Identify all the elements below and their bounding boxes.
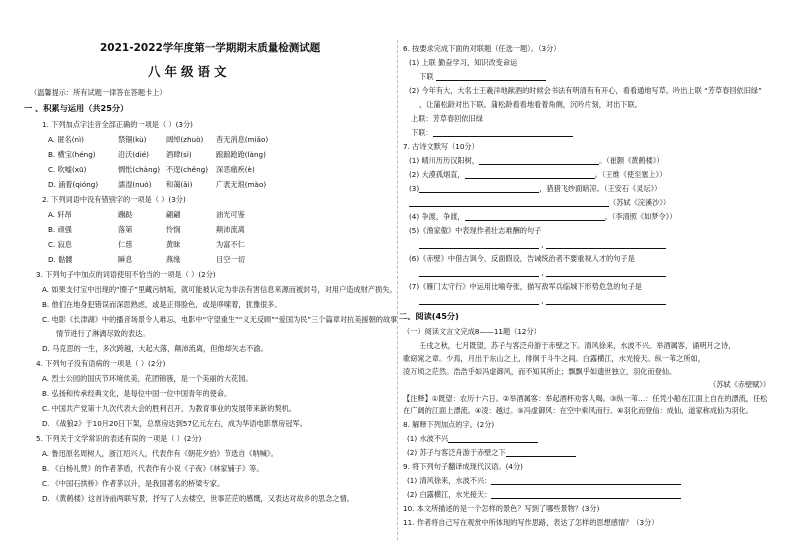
q2-b-3: 怜悯 xyxy=(166,225,181,234)
q7-l6-answer: , xyxy=(419,268,666,277)
q7-l7-answer: , xyxy=(419,296,666,305)
q7-l3: (3) ，猎猎飞纱面暗凉。（王安石《灵坛》） xyxy=(409,184,662,193)
q1-a-4: 杳无消息(miǎo) xyxy=(216,135,269,144)
q1-c-4: 深恶痛疾(è) xyxy=(216,165,255,174)
q8-item-2-blank[interactable] xyxy=(506,449,576,457)
q4-d: D. 《战狼2》于10月20日下架，总票房达到57亿元左右，成为华语电影票房冠军。 xyxy=(42,419,307,428)
q7-l3-blank-2[interactable] xyxy=(409,199,609,207)
q7-l2: (2) 大漠孤烟直， 。（王维《使至塞上》） xyxy=(409,170,667,179)
notes-line-2: 在广阔的江面上漂流。④凌：越过。⑤冯虚御风：在空中乘风而行。⑥羽化而登仙：成仙，道家称成仙为羽化。 xyxy=(403,406,753,415)
q3-stem: 3. 下列句子中加点的词语使用不恰当的一项是（ ）(2分) xyxy=(36,270,216,279)
q9-item-2-blank[interactable] xyxy=(491,491,681,499)
passage-line-2: 歌窈窕之章。少焉，月出于东山之上，徘徊于斗牛之间。白露横江，水光接天。纵一苇之所如， xyxy=(403,354,705,363)
q3-b: B. 他们在地身犯错误而深思熟虑，或是正得脸色，或是哆嗦着，犹豫很多。 xyxy=(42,300,282,309)
q6-p1-upper: (1) 上联 勤奋学习，知识改变命运 xyxy=(409,58,518,67)
q7-l5-blank-1[interactable] xyxy=(419,241,539,249)
q2-d-1: D. 骷髅 xyxy=(48,255,73,264)
q7-l6: (6)《赤壁》中借古讽今，反面假设，告诫统治者不要重视人才的句子是 xyxy=(409,254,635,263)
q3-a: A. 如果支付宝中出现的“圈子”里藏污纳垢，就可能被认定为非法有害信息来源而被封号，对用户造成财产损失。 xyxy=(42,285,397,294)
q1-a-2: 禁锢(kù) xyxy=(118,135,147,144)
notes-line-1: 【注释】①既望：农历十六日。②举酒属客：举起酒杯劝客人喝。③纵一苇…：任凭小船在江面上自在的漂流，任松 xyxy=(403,394,768,403)
q2-a-1: A. 轩昂 xyxy=(48,210,72,219)
passage-source: （苏轼《赤壁赋》） xyxy=(709,380,771,389)
q7-l5-blank-2[interactable] xyxy=(546,241,666,249)
q1-c-3: 不逞(chěng) xyxy=(166,165,209,174)
q5-d: D. 《黄鹤楼》这首诗前两联写景，抒写了人去楼空，世事茫茫的感慨，又表达对故乡的思念之情。 xyxy=(42,494,354,503)
q1-b-4: 踉踉跄跄(làng) xyxy=(216,150,266,159)
q6-p2-answer-blank[interactable] xyxy=(433,129,573,137)
q8-group-stem: （一）阅读文言文完成8——11题（12分） xyxy=(403,327,541,336)
q1-a-3: 阔绰(zhuò) xyxy=(166,135,204,144)
q7-l7-blank-1[interactable] xyxy=(419,297,539,305)
q2-d-3: 燕缘 xyxy=(166,255,181,264)
q4-c: C. 中国共产党第十九次代表大会的胜利召开，为教育事业的发展带来新的契机。 xyxy=(42,404,296,413)
q1-d-4: 广袤无垠(mào) xyxy=(216,180,267,189)
q1-stem: 1. 下列加点字注音全部正确的一项是（ ）(3分) xyxy=(42,120,193,129)
q2-b-2: 落第 xyxy=(118,225,133,234)
q2-stem: 2. 下列词语中没有错别字的一项是（ ）(3分) xyxy=(42,195,186,204)
q6-stem: 6. 按要求完成下面的对联题（任选一题）。（3分） xyxy=(403,44,561,53)
q2-a-4: 油光可鉴 xyxy=(216,210,245,219)
q7-l6-blank-1[interactable] xyxy=(419,269,539,277)
q2-c-3: 黄昧 xyxy=(166,240,181,249)
section-1-heading: 一 、积累与运用（共25分） xyxy=(24,103,129,113)
exam-subject: 八年级语文 xyxy=(148,64,231,79)
q4-stem: 4. 下列句子没有语病的一项是（ ）(2分) xyxy=(36,359,166,368)
q3-c: C. 电影《长津湖》中的播音场景令人难忘，电影中“守望重生”“义无反顾”“爱国为民”三个篇章对抗美援朝的故事 xyxy=(42,315,398,324)
q4-a: A. 烈士公园的国庆节环境优美，花团锦簇，是一个美丽的大花园。 xyxy=(42,374,253,383)
q5-stem: 5. 下列关于文学常识的表述有误的一项是（ ）(2分) xyxy=(36,434,202,443)
q8-stem: 8. 解释下列加点的字。(2分) xyxy=(403,420,495,429)
q3-d: D. 马克思的一生，多次跨越，大起大落，颠沛流离，但他却矢志不渝。 xyxy=(42,344,268,353)
q7-l3-cont: （苏轼《浣溪沙》） xyxy=(409,198,670,207)
q5-b: B. 《白杨礼赞》的作者茅盾，代表作有小说《子夜》《林家铺子》等。 xyxy=(42,464,264,473)
q7-l2-blank[interactable] xyxy=(465,171,595,179)
exam-title: 2021-2022学年度第一学期期末质量检测试题 xyxy=(100,42,321,54)
q7-l7-blank-2[interactable] xyxy=(546,297,666,305)
q9-stem: 9. 将下列句子翻译成现代汉语。(4分) xyxy=(403,462,523,471)
q7-l1: (1) 晴川历历汉阳树， 。（崔颢《黄鹤楼》） xyxy=(409,156,664,165)
q7-stem: 7. 古诗文默写（10分） xyxy=(403,142,479,151)
q2-b-1: B. 顽强 xyxy=(48,225,72,234)
q1-b-2: 沿沃(dié) xyxy=(118,150,149,159)
q9-item-2: (2) 白露横江，水光接天： xyxy=(407,490,681,499)
q7-l7: (7)《雁门太守行》中运用比喻夸张，描写敌军兵临城下形势危急的句子是 xyxy=(409,282,642,291)
q7-l1-blank[interactable] xyxy=(479,157,599,165)
column-divider xyxy=(397,40,398,540)
passage-line-3: 凌万顷之茫然。浩浩乎如冯虚御风，而不知其所止；飘飘乎如遗世独立，羽化而登仙。 xyxy=(403,367,677,376)
q1-d-1: D. 涌着(qióng) xyxy=(48,180,99,189)
q7-l5-answer: , xyxy=(419,240,666,249)
tip-text: （温馨提示：所有试题一律答在答题卡上） xyxy=(30,88,167,97)
q7-l4: (4) 争渡，争渡， 。（李清照《如梦令》） xyxy=(409,212,677,221)
q7-l5: (5)《渔家傲》中表现作者壮志难酬的句子 xyxy=(409,226,542,235)
q6-p2-line1: (2) 今年有大，大名士王羲洋地献酒的时候会书法有明清有有开心，看看通地写草。吟出上联 “芳草春回依旧绿” xyxy=(409,86,762,95)
q8-item-1: (1) 水波不兴 xyxy=(407,434,538,443)
q2-b-4: 颠沛流离 xyxy=(216,225,245,234)
q2-a-3: 翩翩 xyxy=(166,210,181,219)
q8-item-1-blank[interactable] xyxy=(448,435,538,443)
q5-c: C. 《中国石拱桥》作者茅以升，是我国著名的桥梁专家。 xyxy=(42,479,225,488)
q1-c-1: C. 吹嘘(xū) xyxy=(48,165,87,174)
q2-c-4: 为富不仁 xyxy=(216,240,245,249)
q7-l4-blank[interactable] xyxy=(465,213,605,221)
q6-p2-lower: 下联： xyxy=(411,128,573,137)
q6-p2-upper: 上联：芳草春回依旧绿 xyxy=(411,114,483,123)
q3-c-cont: 情节进行了淋漓尽致的表达。 xyxy=(56,329,150,338)
section-2-heading: 二、阅读(45分) xyxy=(399,311,459,321)
q6-p1-answer-blank[interactable] xyxy=(436,73,546,81)
q5-a: A. 鲁迅原名周树人，浙江绍兴人，代表作有《朝花夕拾》节选自《呐喊》。 xyxy=(42,449,278,458)
q1-a-1: A. 匿名(nì) xyxy=(48,135,84,144)
q7-l3-blank[interactable] xyxy=(419,185,539,193)
q4-b: B. 弘扬和传承经典文化，是每位中国一位中国青年的使命。 xyxy=(42,389,232,398)
q8-item-2: (2) 苏子与客泛舟游于赤壁之下 xyxy=(407,448,576,457)
q1-d-2: 濡湿(nuò) xyxy=(118,180,152,189)
q10-stem: 10. 本文所描述的是一个怎样的景色？写到了哪些景物？(3分) xyxy=(403,504,600,513)
q2-a-2: 蹦跶 xyxy=(118,210,133,219)
q2-d-4: 目空一切 xyxy=(216,255,245,264)
q9-item-1-blank[interactable] xyxy=(491,477,681,485)
q1-b-3: 酒肆(sì) xyxy=(166,150,192,159)
q6-p2-line2: ，让蒲松龄对出下联。蒲松龄看看地看着角侧，沉吟片刻，对出下联。 xyxy=(419,100,642,109)
q11-stem: 11. 作者将自己写在观赏中所体现的写作思路，表达了怎样的思想感情？（3分） xyxy=(403,518,659,527)
q6-p1-lower-label: 下联 xyxy=(419,72,546,81)
q1-b-1: B. 横宝(héng) xyxy=(48,150,96,159)
q2-c-2: 仁慈 xyxy=(118,240,133,249)
q9-item-1: (1) 清风徐来，水波不兴： xyxy=(407,476,681,485)
q1-c-2: 惆怅(chàng) xyxy=(118,165,161,174)
q2-d-2: 瞬息 xyxy=(118,255,133,264)
q2-c-1: C. 寂息 xyxy=(48,240,72,249)
passage-line-1: 壬戌之秋，七月既望，苏子与客泛舟游于赤壁之下。清风徐来，水波不兴。举酒属客，诵明月之诗， xyxy=(419,341,736,350)
q1-d-3: 和蔼(ǎi) xyxy=(166,180,193,189)
q7-l6-blank-2[interactable] xyxy=(546,269,666,277)
